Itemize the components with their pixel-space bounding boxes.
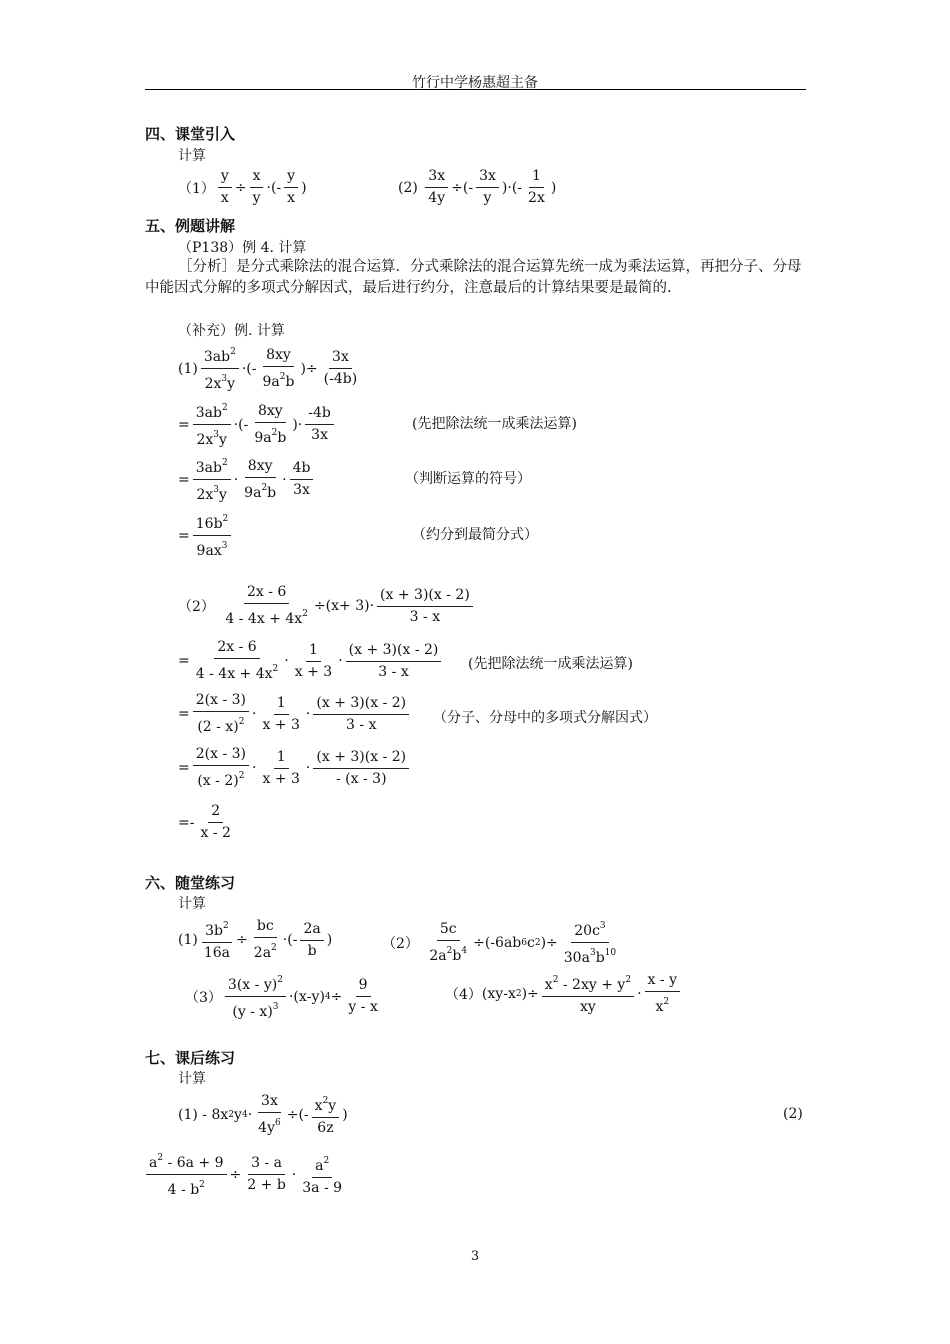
- analysis-paragraph: ［分析］是分式乘除法的混合运算．分式乘除法的混合运算先统一成为乘法运算，再把分子、分母中能因式分解的多项式分解因式，最后进行约分，注意最后的计算结果要是最简的.: [145, 259, 802, 296]
- s6-problem-1: (1) $\frac{3b^2}{16a}$ ÷ $\frac{bc}{2a^2}$ ·(- $\frac{2a}{b}$ ): [178, 918, 333, 961]
- ex1-line-1: (1) $\frac{3ab^2}{2x^3y}$ ·(- $\frac{8xy}{9a^2b}$ )÷ $\frac{3x}{(-4b)}$: [178, 344, 363, 393]
- s6-problem-2: （2） $\frac{5c}{2a^2b^4}$ ÷(-6 ab 6 c 2 )÷ $\frac{20c^3}{30a^3b^{10}}$: [382, 918, 622, 967]
- ex2-line-4: = $\frac{2(x - 3)}{(x - 2)^2}$ · $\frac{1}{x + 3}$ · $\frac{(x + 3)(x - 2)}{- (x - 3)}$: [178, 746, 412, 790]
- note-4: (先把除法统一成乘法运算): [468, 656, 633, 672]
- example-ref: （P138）例 4. 计算: [178, 240, 307, 256]
- page-header: 竹行中学杨惠超主备: [412, 75, 538, 91]
- section-5-title: 五、例题讲解: [145, 217, 236, 235]
- ex2-line-3: = $\frac{2(x - 3)}{(2 - x)^2}$ · $\frac{1}{x + 3}$ · $\frac{(x + 3)(x - 2)}{3 - x}$: [178, 692, 412, 736]
- ex2-line-1: （2） $\frac{2x - 6}{4 - 4x + 4x^2}$ ÷( x + 3)· $\frac{(x + 3)(x - 2)}{3 - x}$: [178, 584, 476, 628]
- section-6-title: 六、随堂练习: [145, 874, 236, 892]
- s7-problem-2: $\frac{a^2 - 6a + 9}{4 - b^2}$ ÷ $\frac{3 - a}{2 + b}$ · $\frac{a^2}{3a - 9}$: [143, 1150, 348, 1199]
- s4-problem-1: （1） $\frac{y}{x}$ ÷ $\frac{x}{y}$ ·(- $\frac{y}{x}$ ): [178, 168, 307, 206]
- supplement-label: （补充）例. 计算: [178, 323, 285, 339]
- header-rule: [145, 89, 806, 90]
- ex1-line-2: = $\frac{3ab^2}{2x^3y}$ ·(- $\frac{8xy}{9a^2b}$ )· $\frac{-4b}{3x}$: [178, 400, 337, 449]
- section-7-title: 七、课后练习: [145, 1049, 236, 1067]
- ex2-line-2: = $\frac{2x - 6}{4 - 4x + 4x^2}$ · $\frac{1}{x + 3}$ · $\frac{(x + 3)(x - 2)}{3 - x}$: [178, 639, 444, 683]
- note-3: （约分到最简分式）: [412, 527, 538, 543]
- note-2: （判断运算的符号）: [405, 471, 531, 487]
- s6-problem-3: （3） $\frac{3(x - y)^2}{(y - x)^3}$ ·( x - y ) 4 ÷ $\frac{9}{y - x}$: [185, 972, 384, 1021]
- section-4-sub: 计算: [178, 148, 206, 164]
- section-6-sub: 计算: [178, 896, 206, 912]
- note-1: (先把除法统一成乘法运算): [412, 416, 577, 432]
- s7-problem-2-label: (2): [783, 1106, 803, 1122]
- note-5: （分子、分母中的多项式分解因式）: [433, 710, 657, 726]
- s6-problem-4: （4） ( xy - x 2 )÷ $\frac{x^2 - 2xy + y^2}{xy}$ · $\frac{x - y}{x^2}$: [445, 972, 683, 1016]
- section-7-sub: 计算: [178, 1071, 206, 1087]
- ex1-line-3: = $\frac{3ab^2}{2x^3y}$ · $\frac{8xy}{9a^2b}$ · $\frac{4b}{3x}$: [178, 455, 316, 504]
- s7-problem-1: (1) - 8 x 2 y 4 · $\frac{3x}{4y^6}$ ÷(- $\frac{x^2y}{6z}$ ): [178, 1093, 348, 1136]
- ex1-line-4: = $\frac{16b^2}{9ax^3}$: [178, 511, 234, 560]
- page-number: 3: [470, 1249, 480, 1264]
- ex2-line-5: =- $\frac{2}{x - 2}$: [178, 803, 231, 841]
- s4-problem-2: (2) $\frac{3x}{4y}$ ÷(- $\frac{3x}{y}$ )·(- $\frac{1}{2x}$ ): [398, 168, 557, 206]
- section-4-title: 四、课堂引入: [145, 125, 236, 143]
